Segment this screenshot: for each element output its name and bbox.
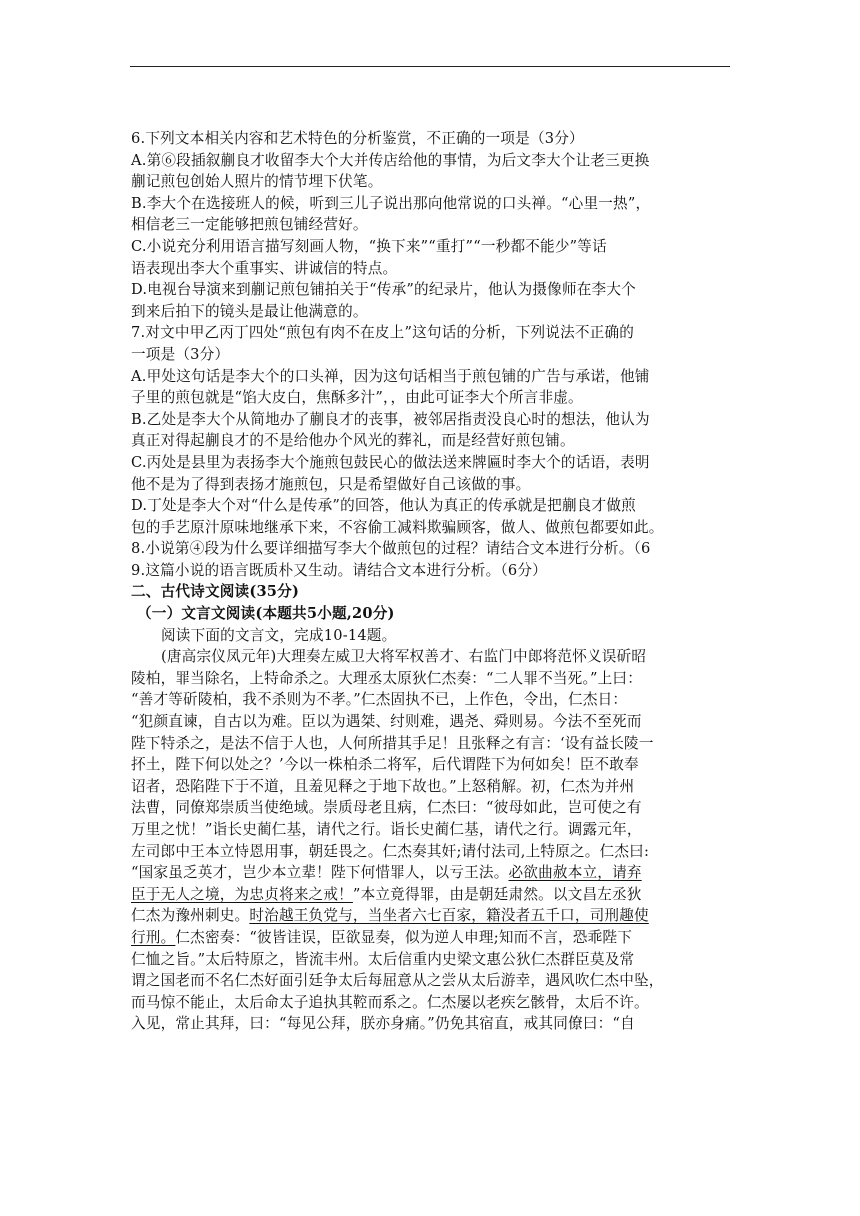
text-segment: 仁杰密奏：“彼皆诖误，臣欲显奏，似为逆人申理;知而不言，恐乖陛下 <box>175 928 632 946</box>
classical-text-line: 法曹，同僚郑崇质当使绝域。崇质母老且病，仁杰曰：“彼母如此，岂可使之有 <box>131 799 642 817</box>
text-segment: “国家虽乏英才，岂少本立辈！陛下何惜罪人，以亏王法。 <box>131 864 509 882</box>
classical-text-line: 陛下特杀之，是法不信于人也，人何所措其手足！且张释之有言：‘设有益长陵一 <box>131 734 654 752</box>
underlined-sentence-2: 时治越王负党与，当坐者六七百家，籍没者五千口，司刑趣使 <box>249 907 649 925</box>
q6-option-a-cont: 蒯记煎包创始人照片的情节埋下伏笔。 <box>131 173 383 191</box>
classical-text-line <box>131 884 731 906</box>
q6-option-c: C.小说充分利用语言描写刻画人物，“换下来”“重打”“一秒都不能少”等话 <box>131 237 607 255</box>
question-9: 9.这篇小说的语言既质朴又生动。请结合文本进行分析。（6分） <box>131 561 547 579</box>
text-segment: 仁杰为豫州刺史。 <box>131 907 250 925</box>
classical-text-line: 而马惊不能止，太后命太子追执其鞚而系之。仁杰屡以老疾乞骸骨，太后不许。 <box>131 993 649 1011</box>
q7-option-a: A.甲处这句话是李大个的口头禅，因为这句话相当于煎包铺的广告与承诺，他铺 <box>131 367 650 385</box>
q7-option-b: B.乙处是李大个从简地办了蒯良才的丧事，被邻居指责没良心时的想法，他认为 <box>131 410 650 428</box>
q7-option-c: C.丙处是县里为表扬李大个施煎包鼓民心的做法送来牌匾时李大个的话语，表明 <box>131 453 650 471</box>
classical-text-line: “善才等斫陵柏，我不杀则为不孝。”仁杰固执不已，上作色，令出，仁杰日： <box>131 691 628 709</box>
q7-option-a-cont: 子里的煎包就是“馅大皮白，焦酥多汁”，，由此可证李大个所言非虚。 <box>131 389 583 407</box>
question-7-stem: 7.对文中甲乙丙丁四处“煎包有肉不在皮上”这句话的分析，下列说法不正确的 <box>131 324 635 342</box>
question-7-stem-cont: 一项是（3分） <box>131 345 230 363</box>
classical-text-line: 谓之国老而不名仁杰好面引廷争太后每屈意从之尝从太后游幸，遇风吹仁杰中坠， <box>131 972 664 990</box>
classical-text-line: 抔土，陛下何以处之？’今以一株柏杀二将军，后代谓陛下为何如矣！臣不敢奉 <box>131 756 639 774</box>
q6-option-b: B.李大个在选接班人的候，听到三儿子说出那向他常说的口头禅。“心里一热”， <box>131 194 651 212</box>
q6-option-b-cont: 相信老三一定能够把煎包铺经营好。 <box>131 216 368 234</box>
question-6-stem: 6.下列文本相关内容和艺术特色的分析鉴赏，不正确的一项是（3分） <box>131 130 584 147</box>
q7-option-d-cont: 包的手艺原汁原味地继承下来，不容偷工减料欺骗顾客，做人、做煎包都要如此。 <box>131 518 664 536</box>
question-8: 8.小说第④段为什么要详细描写李大个做煎包的过程？请结合文本进行分析。（6 <box>131 540 651 558</box>
q6-option-c-cont: 语表现出李大个重事实、讲诚信的特点。 <box>131 259 398 277</box>
classical-text-line: 左司郎中王本立恃恩用事，朝廷畏之。仁杰奏其奸;请付法司,上特原之。仁杰曰: <box>131 842 650 860</box>
classical-text-line: 陵柏，罪当除名，上特命杀之。大理丞太原狄仁杰奏：“二人罪不当死。”上曰： <box>131 669 643 687</box>
q6-option-d: D.电视台导演来到蒯记煎包铺拍关于“传承”的纪录片，他认为摄像师在李大个 <box>131 281 636 299</box>
underlined-sentence-2-cont: 行刑。 <box>131 928 176 946</box>
classical-text-line <box>131 927 731 949</box>
classical-text-line: 万里之忧！”诣长史蔺仁基，请代之行。诣长史蔺仁基，请代之行。调露元年， <box>131 821 642 838</box>
underlined-sentence-1: 必欲曲赦本立，请弃 <box>508 864 642 882</box>
classical-text-line: 诏者，恐陷陛下于不道，且羞见释之于地下故也。”上怒稍解。初，仁杰为并州 <box>131 777 635 795</box>
q7-option-d: D.丁处是李大个对“什么是传承”的回答，他认为真正的传承就是把蒯良才做煎 <box>131 497 636 515</box>
classical-text-line <box>131 905 731 927</box>
text-segment: ”本立竟得罪，由是朝廷肃然。以文昌左丞狄 <box>352 885 642 903</box>
q6-option-d-cont: 到来后拍下的镜头是最让他满意的。 <box>131 302 368 320</box>
header-rule <box>130 66 730 67</box>
q7-option-b-cont: 真正对得起蒯良才的不是给他办个风光的葬礼，而是经营好煎包铺。 <box>131 432 575 450</box>
document-body <box>131 128 731 1035</box>
classical-text-line: 入见，常止其拜，曰：“每见公拜，朕亦身痛。”仍免其宿直，戒其同僚曰：“自 <box>131 1015 635 1033</box>
subsection-heading: （一）文言文阅读(本题共5小题,20分) <box>137 605 395 623</box>
classical-text-line: 仁恤之旨。”太后特原之，皆流丰州。太后信重内史梁文惠公狄仁杰群臣莫及常 <box>131 950 635 968</box>
classical-text-line: “犯颜直谏，自古以为难。臣以为遇桀、纣则难，遇尧、舜则易。今法不至死而 <box>131 713 642 731</box>
q6-option-a: A.第⑥段插叙蒯良才收留李大个大并传店给他的事情，为后文李大个让老三更换 <box>131 151 650 169</box>
classical-text-line <box>131 862 731 884</box>
classical-text-line: (唐高宗仪凤元年)大理奏左威卫大将军权善才、右监门中郎将范怀义误斫昭 <box>161 648 647 666</box>
section-heading: 二、古代诗文阅读(35分) <box>131 583 300 601</box>
underlined-sentence-1-cont: 臣于无人之境，为忠贞将来之戒！ <box>131 885 353 903</box>
q7-option-c-cont: 他不是为了得到表扬才施煎包，只是希望做好自己该做的事。 <box>131 475 531 493</box>
reading-instruction: 阅读下面的文言文，完成10-14题。 <box>161 626 397 644</box>
